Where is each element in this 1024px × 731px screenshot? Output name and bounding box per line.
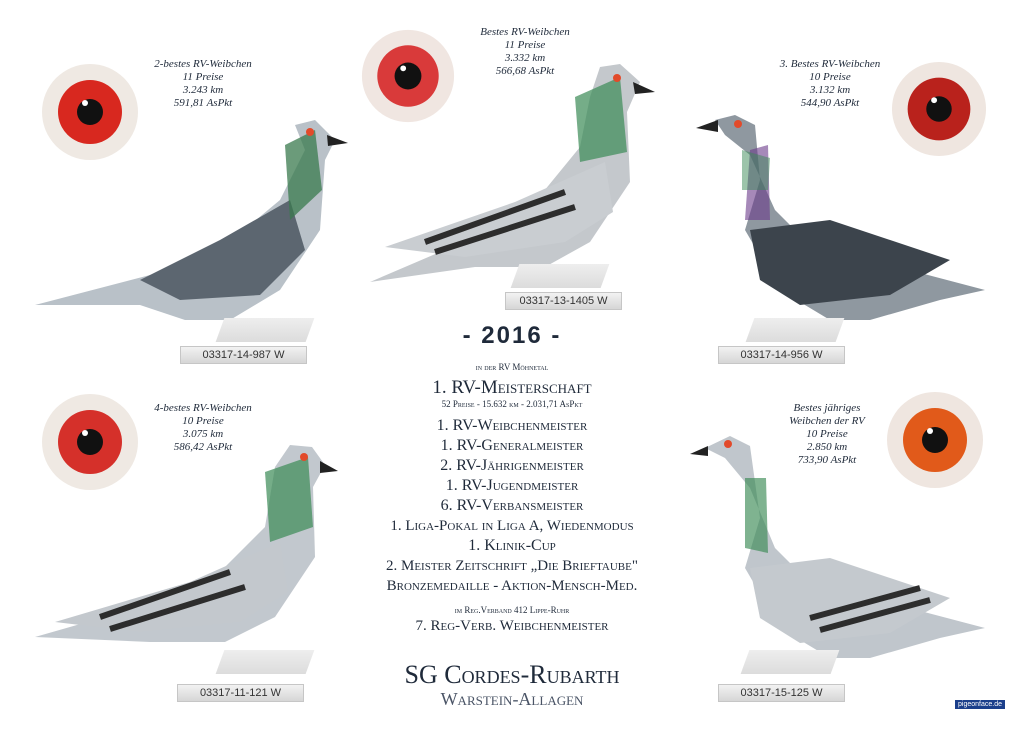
year-title: - 2016 - (462, 322, 562, 349)
title-item: 6. RV-Verbansmeister (440, 497, 584, 514)
pigeon-illustration-top-center (365, 42, 665, 282)
title-item: 1. Liga-Pokal in Liga A, Wiedenmodus (390, 518, 634, 534)
title-item: Bronzemedaille - Aktion-Mensch-Med. (386, 578, 638, 594)
pigeon-card-bottom-left (20, 392, 350, 702)
pigeon-illustration-top-left (30, 80, 350, 320)
ring-number-top-left: 03317-14-987 W (180, 346, 307, 364)
watermark-logo: pigeonface.de (955, 700, 1005, 709)
pigeon-card-bottom-right (690, 388, 1010, 702)
title-item: 1. RV-Jugendmeister (445, 477, 579, 494)
pigeon-caption-bottom-right: Bestes jähriges Weibchen der RV 10 Preise 2.850 km 733,90 AsPkt (789, 402, 865, 466)
titles-list (352, 416, 672, 596)
title-item: 1. RV-Generalmeister (440, 437, 584, 454)
ring-number-top-right: 03317-14-956 W (718, 346, 845, 364)
championship-subtitle: 52 Preise - 15.632 km - 2.031,71 AsPkt (441, 399, 583, 409)
pigeon-illustration-bottom-right (690, 418, 990, 658)
pigeon-caption-top-center: Bestes RV-Weibchen 11 Preise 3.332 km 566,68 AsPkt (480, 26, 570, 77)
pigeon-card-top-right (690, 50, 1010, 370)
ring-number-bottom-right: 03317-15-125 W (718, 684, 845, 702)
title-item: 1. Klinik-Cup (468, 537, 556, 554)
championship-title: 1. RV-Meisterschaft (432, 377, 592, 398)
title-item: 2. RV-Jährigenmeister (440, 457, 584, 474)
ring-number-top-center: 03317-13-1405 W (505, 292, 622, 310)
pigeon-card-top-left (20, 50, 350, 370)
pigeon-illustration-bottom-left (30, 417, 340, 657)
pigeon-card-top-center (355, 20, 665, 315)
regional-line: im Reg.Verband 412 Lippe-Ruhr (454, 605, 570, 615)
regional-title: 7. Reg-Verb. Weibchenmeister (415, 618, 609, 634)
pigeon-caption-top-left: 2-bestes RV-Weibchen 11 Preise 3.243 km 591,81 AsPkt (154, 58, 252, 109)
title-item: 2. Meister Zeitschrift „Die Brieftaube" (386, 558, 638, 574)
owner-name: SG Cordes-Rubarth (404, 660, 620, 689)
ring-number-bottom-left: 03317-11-121 W (177, 684, 304, 702)
pigeon-caption-top-right: 3. Bestes RV-Weibchen 10 Preise 3.132 km 544,90 AsPkt (779, 58, 881, 109)
pigeon-caption-bottom-left: 4-bestes RV-Weibchen 10 Preise 3.075 km 586,42 AsPkt (154, 402, 252, 453)
region-line: in der RV Möhnetal (475, 362, 549, 372)
pigeon-illustration-top-right (690, 80, 990, 320)
owner-location: Warstein-Allagen (440, 689, 584, 709)
title-item: 1. RV-Weibchenmeister (436, 417, 588, 434)
